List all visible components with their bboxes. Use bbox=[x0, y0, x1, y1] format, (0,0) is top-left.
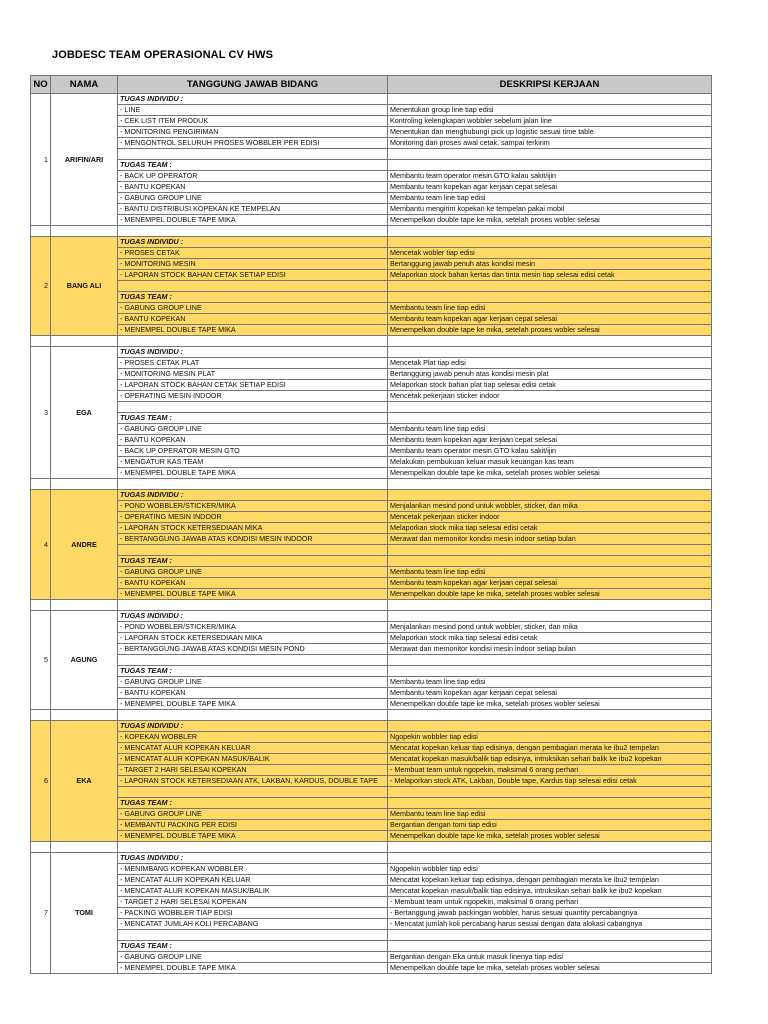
table-row bbox=[31, 160, 712, 171]
spacer-cell bbox=[31, 842, 51, 853]
responsibility-cell: - GABUNG GROUP LINE bbox=[118, 809, 388, 820]
responsibility-cell: - BERTANGGUNG JAWAB ATAS KONDISI MESIN INDOOR bbox=[118, 534, 388, 545]
table-row bbox=[31, 402, 712, 413]
responsibility-cell: TUGAS INDIVIDU : bbox=[118, 347, 388, 358]
spacer-cell bbox=[388, 600, 712, 611]
description-cell: Membantu team kopekan agar kerjaan cepat selesai bbox=[388, 182, 712, 193]
table-row bbox=[31, 589, 712, 600]
table-row bbox=[31, 578, 712, 589]
table-row bbox=[31, 292, 712, 303]
table-row bbox=[31, 457, 712, 468]
table-row bbox=[31, 501, 712, 512]
staff-number: 4 bbox=[31, 490, 51, 600]
description-cell: Monitoring dari proses awal cetak, sampai terkirim bbox=[388, 138, 712, 149]
table-row bbox=[31, 116, 712, 127]
responsibility-cell: - MENIMBANG KOPEKAN WOBBLER bbox=[118, 864, 388, 875]
responsibility-cell: - MONITORING MESIN PLAT bbox=[118, 369, 388, 380]
table-row bbox=[31, 347, 712, 358]
description-cell bbox=[388, 930, 712, 941]
description-cell: - Membuat team untuk ngopekin, maksimal 6 orang perhari bbox=[388, 897, 712, 908]
description-cell bbox=[388, 237, 712, 248]
description-cell: Membantu team line tiap edisi bbox=[388, 809, 712, 820]
description-cell: Membantu team kopekan agar kerjaan cepat selesai bbox=[388, 578, 712, 589]
responsibility-cell: - PROSES CETAK PLAT bbox=[118, 358, 388, 369]
table-row bbox=[31, 325, 712, 336]
responsibility-cell bbox=[118, 545, 388, 556]
responsibility-cell: - BANTU KOPEKAN bbox=[118, 435, 388, 446]
table-body bbox=[31, 94, 712, 974]
staff-number: 7 bbox=[31, 853, 51, 974]
responsibility-cell: - OPERATING MESIN INDOOR bbox=[118, 391, 388, 402]
staff-number: 6 bbox=[31, 721, 51, 842]
table-row bbox=[31, 611, 712, 622]
description-cell: Merawat dan memonitor kondisi mesin indoor setiap bulan bbox=[388, 534, 712, 545]
table-row bbox=[31, 688, 712, 699]
table-row bbox=[31, 787, 712, 798]
table-row bbox=[31, 666, 712, 677]
responsibility-cell: TUGAS INDIVIDU : bbox=[118, 853, 388, 864]
header-no: NO bbox=[31, 76, 51, 94]
description-cell: Membantu team line tiap edisi bbox=[388, 677, 712, 688]
table-row bbox=[31, 941, 712, 952]
description-cell: Membantu team kopekan agar kerjaan cepat selesai bbox=[388, 314, 712, 325]
description-cell bbox=[388, 281, 712, 292]
responsibility-cell: - CEK LIST ITEM PRODUK bbox=[118, 116, 388, 127]
table-row bbox=[31, 644, 712, 655]
responsibility-cell: TUGAS INDIVIDU : bbox=[118, 237, 388, 248]
description-cell: Menempelkan double tape ke mika, setelah proses wobler selesai bbox=[388, 831, 712, 842]
description-cell bbox=[388, 655, 712, 666]
table-row bbox=[31, 369, 712, 380]
description-cell bbox=[388, 490, 712, 501]
table-row bbox=[31, 182, 712, 193]
spacer-cell bbox=[118, 600, 388, 611]
description-cell: Menempelkan double tape ke mika, setelah proses wobler selesai bbox=[388, 325, 712, 336]
spacer-row bbox=[31, 842, 712, 853]
responsibility-cell: - BERTANGGUNG JAWAB ATAS KONDISI MESIN POND bbox=[118, 644, 388, 655]
description-cell: Membantu team line tiap edisi bbox=[388, 193, 712, 204]
description-cell bbox=[388, 149, 712, 160]
table-row bbox=[31, 776, 712, 787]
responsibility-cell: TUGAS INDIVIDU : bbox=[118, 490, 388, 501]
responsibility-cell bbox=[118, 402, 388, 413]
table-row bbox=[31, 259, 712, 270]
description-cell: Membantu team kopekan agar kerjaan cepat selesai bbox=[388, 688, 712, 699]
description-cell: Ngopekin wobbler tiap edisi bbox=[388, 732, 712, 743]
spacer-cell bbox=[51, 336, 118, 347]
table-row bbox=[31, 897, 712, 908]
responsibility-cell: - LAPORAN STOCK KETERSEDIAAN MIKA bbox=[118, 523, 388, 534]
responsibility-cell: - LAPORAN STOCK BAHAN CETAK SETIAP EDISI bbox=[118, 270, 388, 281]
description-cell: Mencetak wobler tiap edisi bbox=[388, 248, 712, 259]
table-row bbox=[31, 831, 712, 842]
responsibility-cell: - LAPORAN STOCK BAHAN CETAK SETIAP EDISI bbox=[118, 380, 388, 391]
table-row bbox=[31, 534, 712, 545]
responsibility-cell: - GABUNG GROUP LINE bbox=[118, 952, 388, 963]
description-cell: - Bertanggung jawab packingan wobbler, harus sesuai quantity percabangnya bbox=[388, 908, 712, 919]
header-deskripsi: DESKRIPSI KERJAAN bbox=[388, 76, 712, 94]
description-cell: Melaporkan stock mika tiap selesai edisi cetak bbox=[388, 633, 712, 644]
table-row bbox=[31, 105, 712, 116]
responsibility-cell: - LINE bbox=[118, 105, 388, 116]
description-cell: Membantu team kopekan agar kerjaan cepat selesai bbox=[388, 435, 712, 446]
description-cell: Merawat dan memonitor kondisi mesin indoor setiap bulan bbox=[388, 644, 712, 655]
description-cell bbox=[388, 347, 712, 358]
table-row bbox=[31, 765, 712, 776]
responsibility-cell: TUGAS INDIVIDU : bbox=[118, 94, 388, 105]
table-row bbox=[31, 138, 712, 149]
description-cell: Menempelkan double tape ke mika, setelah proses wobler selesai bbox=[388, 699, 712, 710]
table-row bbox=[31, 358, 712, 369]
header-nama: NAMA bbox=[51, 76, 118, 94]
jobdesc-table bbox=[30, 75, 712, 974]
responsibility-cell bbox=[118, 787, 388, 798]
responsibility-cell: - MONITORING MESIN bbox=[118, 259, 388, 270]
responsibility-cell: - GABUNG GROUP LINE bbox=[118, 677, 388, 688]
table-row bbox=[31, 721, 712, 732]
description-cell: - Melaporkan stock ATK, Lakban, Double tape, Kardus tiap selesai edisi cetak bbox=[388, 776, 712, 787]
description-cell: Kontroling kelengkapan wobbler sebelum jalan line bbox=[388, 116, 712, 127]
spacer-cell bbox=[388, 479, 712, 490]
table-row bbox=[31, 743, 712, 754]
header-row bbox=[31, 76, 712, 94]
description-cell bbox=[388, 853, 712, 864]
spacer-row bbox=[31, 600, 712, 611]
description-cell bbox=[388, 721, 712, 732]
staff-name: TOMI bbox=[51, 853, 118, 974]
description-cell: Bertanggung jawab penuh atas kondisi mesin plat bbox=[388, 369, 712, 380]
table-row bbox=[31, 446, 712, 457]
spacer-row bbox=[31, 479, 712, 490]
responsibility-cell: TUGAS INDIVIDU : bbox=[118, 611, 388, 622]
table-row bbox=[31, 523, 712, 534]
table-row bbox=[31, 633, 712, 644]
description-cell bbox=[388, 402, 712, 413]
table-row bbox=[31, 237, 712, 248]
table-row bbox=[31, 754, 712, 765]
table-row bbox=[31, 622, 712, 633]
table-row bbox=[31, 248, 712, 259]
table-row bbox=[31, 853, 712, 864]
responsibility-cell: - MENEMPEL DOUBLE TAPE MIKA bbox=[118, 831, 388, 842]
table-row bbox=[31, 886, 712, 897]
description-cell: Menentukan group line tiap edisi bbox=[388, 105, 712, 116]
table-row bbox=[31, 204, 712, 215]
description-cell bbox=[388, 611, 712, 622]
table-row bbox=[31, 303, 712, 314]
responsibility-cell: - GABUNG GROUP LINE bbox=[118, 567, 388, 578]
responsibility-cell: - BACK UP OPERATOR bbox=[118, 171, 388, 182]
responsibility-cell: - POND WOBBLER/STICKER/MIKA bbox=[118, 622, 388, 633]
table-row bbox=[31, 490, 712, 501]
description-cell: Menjalankan mesind pond untuk wobbler, sticker, dan mika bbox=[388, 622, 712, 633]
responsibility-cell: - KOPEKAN WOBBLER bbox=[118, 732, 388, 743]
responsibility-cell: - MENEMPEL DOUBLE TAPE MIKA bbox=[118, 963, 388, 974]
responsibility-cell: - PACKING WOBBLER TIAP EDISI bbox=[118, 908, 388, 919]
staff-number: 5 bbox=[31, 611, 51, 710]
responsibility-cell: - BANTU KOPEKAN bbox=[118, 688, 388, 699]
description-cell bbox=[388, 798, 712, 809]
spacer-cell bbox=[31, 600, 51, 611]
responsibility-cell: - POND WOBBLER/STICKER/MIKA bbox=[118, 501, 388, 512]
table-row bbox=[31, 732, 712, 743]
description-cell: Membantu team line tiap edisi bbox=[388, 303, 712, 314]
table-row bbox=[31, 864, 712, 875]
description-cell: Menempelkan double tape ke mika, setelah proses wobler selesai bbox=[388, 468, 712, 479]
table-row bbox=[31, 314, 712, 325]
description-cell: Mencetak pekerjaan sticker indoor bbox=[388, 391, 712, 402]
spacer-row bbox=[31, 336, 712, 347]
description-cell: - Membuat team untuk ngopekin, maksimal 6 orang perhari bbox=[388, 765, 712, 776]
spacer-row bbox=[31, 226, 712, 237]
description-cell: Mencatat kopekan masuk/balik tiap edisinya, intruksikan sehari balik ke ibu2 kopekan bbox=[388, 886, 712, 897]
responsibility-cell: - GABUNG GROUP LINE bbox=[118, 303, 388, 314]
description-cell: Melaporkan stock mika tiap selesai edisi cetak bbox=[388, 523, 712, 534]
responsibility-cell: - PROSES CETAK bbox=[118, 248, 388, 259]
description-cell: Bergantian dengan Eka untuk masuk linenya tiap edisi bbox=[388, 952, 712, 963]
table-row bbox=[31, 171, 712, 182]
table-row bbox=[31, 468, 712, 479]
responsibility-cell: - MENEMPEL DOUBLE TAPE MIKA bbox=[118, 589, 388, 600]
responsibility-cell: TUGAS TEAM : bbox=[118, 798, 388, 809]
responsibility-cell: - MENEMPEL DOUBLE TAPE MIKA bbox=[118, 325, 388, 336]
table-row bbox=[31, 512, 712, 523]
table-row bbox=[31, 413, 712, 424]
responsibility-cell: - MENCATAT ALUR KOPEKAN KELUAR bbox=[118, 875, 388, 886]
description-cell: Membantu team line tiap edisi bbox=[388, 567, 712, 578]
table-row bbox=[31, 699, 712, 710]
responsibility-cell: - MENGONTROL SELURUH PROSES WOBBLER PER EDISI bbox=[118, 138, 388, 149]
responsibility-cell: - MENCATAT ALUR KOPEKAN MASUK/BALIK bbox=[118, 754, 388, 765]
responsibility-cell: - MEMBANTU PACKING PER EDISI bbox=[118, 820, 388, 831]
staff-name: EKA bbox=[51, 721, 118, 842]
spacer-cell bbox=[51, 710, 118, 721]
responsibility-cell: - BANTU KOPEKAN bbox=[118, 578, 388, 589]
table-row bbox=[31, 270, 712, 281]
description-cell bbox=[388, 94, 712, 105]
responsibility-cell: - MENCATAT ALUR KOPEKAN MASUK/BALIK bbox=[118, 886, 388, 897]
staff-number: 3 bbox=[31, 347, 51, 479]
responsibility-cell: - GABUNG GROUP LINE bbox=[118, 193, 388, 204]
staff-name: ANDRE bbox=[51, 490, 118, 600]
table-row bbox=[31, 677, 712, 688]
description-cell: Bertanggung jawab penuh atas kondisi mesin bbox=[388, 259, 712, 270]
description-cell: Melaporkan stock bahan plat tiap selesai edisi cetak bbox=[388, 380, 712, 391]
table-row bbox=[31, 567, 712, 578]
responsibility-cell bbox=[118, 655, 388, 666]
description-cell: Mencatat kopekan masuk/balik tiap edisinya, intruksikan sehari balik ke ibu2 kopekan bbox=[388, 754, 712, 765]
spacer-row bbox=[31, 710, 712, 721]
responsibility-cell: - TARGET 2 HARI SELESAI KOPEKAN bbox=[118, 897, 388, 908]
table-row bbox=[31, 424, 712, 435]
table-row bbox=[31, 281, 712, 292]
description-cell: Bergantian dengan tomi tiap edisi bbox=[388, 820, 712, 831]
header-tanggung-jawab: TANGGUNG JAWAB BIDANG bbox=[118, 76, 388, 94]
responsibility-cell bbox=[118, 930, 388, 941]
responsibility-cell: - MENGATUR KAS TEAM bbox=[118, 457, 388, 468]
table-row bbox=[31, 215, 712, 226]
description-cell bbox=[388, 787, 712, 798]
table-row bbox=[31, 930, 712, 941]
table-row bbox=[31, 919, 712, 930]
description-cell: Mencetak pekerjaan sticker indoor bbox=[388, 512, 712, 523]
table-row bbox=[31, 820, 712, 831]
description-cell: Membantu team line tiap edisi bbox=[388, 424, 712, 435]
description-cell: Menempelkan double tape ke mika, setelah proses wobler selesai bbox=[388, 215, 712, 226]
table-row bbox=[31, 193, 712, 204]
spacer-cell bbox=[51, 226, 118, 237]
table-row bbox=[31, 908, 712, 919]
spacer-cell bbox=[31, 479, 51, 490]
responsibility-cell: - TARGET 2 HARI SELESAI KOPEKAN bbox=[118, 765, 388, 776]
table-row bbox=[31, 963, 712, 974]
description-cell bbox=[388, 666, 712, 677]
spacer-cell bbox=[51, 600, 118, 611]
table-row bbox=[31, 127, 712, 138]
table-row bbox=[31, 94, 712, 105]
table-row bbox=[31, 809, 712, 820]
description-cell: Membantu team operator mesin GTO kalau sakit/ijin bbox=[388, 446, 712, 457]
spacer-cell bbox=[118, 479, 388, 490]
responsibility-cell: - MENEMPEL DOUBLE TAPE MIKA bbox=[118, 699, 388, 710]
table-row bbox=[31, 391, 712, 402]
table-row bbox=[31, 149, 712, 160]
responsibility-cell: - BANTU KOPEKAN bbox=[118, 314, 388, 325]
table-row bbox=[31, 952, 712, 963]
responsibility-cell: - LAPORAN STOCK KETERSEDIAAN ATK, LAKBAN, KARDUS, DOUBLE TAPE bbox=[118, 776, 388, 787]
document-title: JOBDESC TEAM OPERASIONAL CV HWS bbox=[52, 49, 274, 61]
description-cell: Melakukan pembukuan keluar masuk keuangan kas team bbox=[388, 457, 712, 468]
spacer-cell bbox=[118, 842, 388, 853]
responsibility-cell: - MONITORING PENGIRIMAN bbox=[118, 127, 388, 138]
table-row bbox=[31, 875, 712, 886]
spacer-cell bbox=[388, 710, 712, 721]
staff-name: ARIFIN/ARI bbox=[51, 94, 118, 226]
spacer-cell bbox=[31, 336, 51, 347]
responsibility-cell: - MENEMPEL DOUBLE TAPE MIKA bbox=[118, 468, 388, 479]
responsibility-cell: - BANTU KOPEKAN bbox=[118, 182, 388, 193]
staff-name: BANG ALI bbox=[51, 237, 118, 336]
spacer-cell bbox=[51, 479, 118, 490]
description-cell bbox=[388, 292, 712, 303]
spacer-cell bbox=[388, 336, 712, 347]
spacer-cell bbox=[118, 336, 388, 347]
spacer-cell bbox=[31, 226, 51, 237]
description-cell: Membantu team operator mesin GTO kalau sakit/ijin bbox=[388, 171, 712, 182]
spacer-cell bbox=[51, 842, 118, 853]
responsibility-cell: TUGAS TEAM : bbox=[118, 556, 388, 567]
responsibility-cell: TUGAS TEAM : bbox=[118, 941, 388, 952]
responsibility-cell: - MENCATAT JUMLAH KOLI PERCABANG bbox=[118, 919, 388, 930]
responsibility-cell: - BANTU DISTRIBUSI KOPEKAN KE TEMPELAN bbox=[118, 204, 388, 215]
spacer-cell bbox=[118, 226, 388, 237]
description-cell: Menentukan dan menghubungi pick up logistic sesuai time table bbox=[388, 127, 712, 138]
table-row bbox=[31, 655, 712, 666]
description-cell bbox=[388, 413, 712, 424]
description-cell bbox=[388, 545, 712, 556]
description-cell bbox=[388, 556, 712, 567]
responsibility-cell: - LAPORAN STOCK KETERSEDIAAN MIKA bbox=[118, 633, 388, 644]
spacer-cell bbox=[388, 226, 712, 237]
spacer-cell bbox=[118, 710, 388, 721]
description-cell: - Mencatat jumlah koli percabang harus sesuai dengan data alokasi cabangnya bbox=[388, 919, 712, 930]
responsibility-cell: - MENEMPEL DOUBLE TAPE MIKA bbox=[118, 215, 388, 226]
table-row bbox=[31, 545, 712, 556]
description-cell: Mencatat kopekan keluar tiap edisinya, dengan pembagian merata ke ibu2 tempelan bbox=[388, 743, 712, 754]
responsibility-cell: TUGAS INDIVIDU : bbox=[118, 721, 388, 732]
responsibility-cell bbox=[118, 149, 388, 160]
description-cell: Menempelkan double tape ke mika, setelah proses wobler selesai bbox=[388, 963, 712, 974]
responsibility-cell: - GABUNG GROUP LINE bbox=[118, 424, 388, 435]
responsibility-cell: TUGAS TEAM : bbox=[118, 413, 388, 424]
description-cell: Mencetak Plat tiap edisi bbox=[388, 358, 712, 369]
spacer-cell bbox=[31, 710, 51, 721]
responsibility-cell: - OPERATING MESIN INDOOR bbox=[118, 512, 388, 523]
responsibility-cell bbox=[118, 281, 388, 292]
responsibility-cell: - BACK UP OPERATOR MESIN GTO bbox=[118, 446, 388, 457]
description-cell: Melaporkan stock bahan kertas dan tinta mesin tiap selesai edisi cetak bbox=[388, 270, 712, 281]
description-cell: Ngopekin wobbler tiap edisi bbox=[388, 864, 712, 875]
description-cell: Menjalankan mesind pond untuk wobbler, sticker, dan mika bbox=[388, 501, 712, 512]
description-cell: Mencatat kopekan keluar tiap edisinya, dengan pembagian merata ke ibu2 tempelan bbox=[388, 875, 712, 886]
table-row bbox=[31, 380, 712, 391]
staff-number: 1 bbox=[31, 94, 51, 226]
table-row bbox=[31, 556, 712, 567]
staff-name: EGA bbox=[51, 347, 118, 479]
staff-name: AGUNG bbox=[51, 611, 118, 710]
spacer-cell bbox=[388, 842, 712, 853]
staff-number: 2 bbox=[31, 237, 51, 336]
description-cell: Menempelkan double tape ke mika, setelah proses wobler selesai bbox=[388, 589, 712, 600]
description-cell bbox=[388, 160, 712, 171]
responsibility-cell: TUGAS TEAM : bbox=[118, 666, 388, 677]
description-cell: Membantu mengirim kopekan ke tempelan pakai mobil bbox=[388, 204, 712, 215]
table-row bbox=[31, 435, 712, 446]
responsibility-cell: TUGAS TEAM : bbox=[118, 160, 388, 171]
description-cell bbox=[388, 941, 712, 952]
responsibility-cell: - MENCATAT ALUR KOPEKAN KELUAR bbox=[118, 743, 388, 754]
responsibility-cell: TUGAS TEAM : bbox=[118, 292, 388, 303]
table-row bbox=[31, 798, 712, 809]
